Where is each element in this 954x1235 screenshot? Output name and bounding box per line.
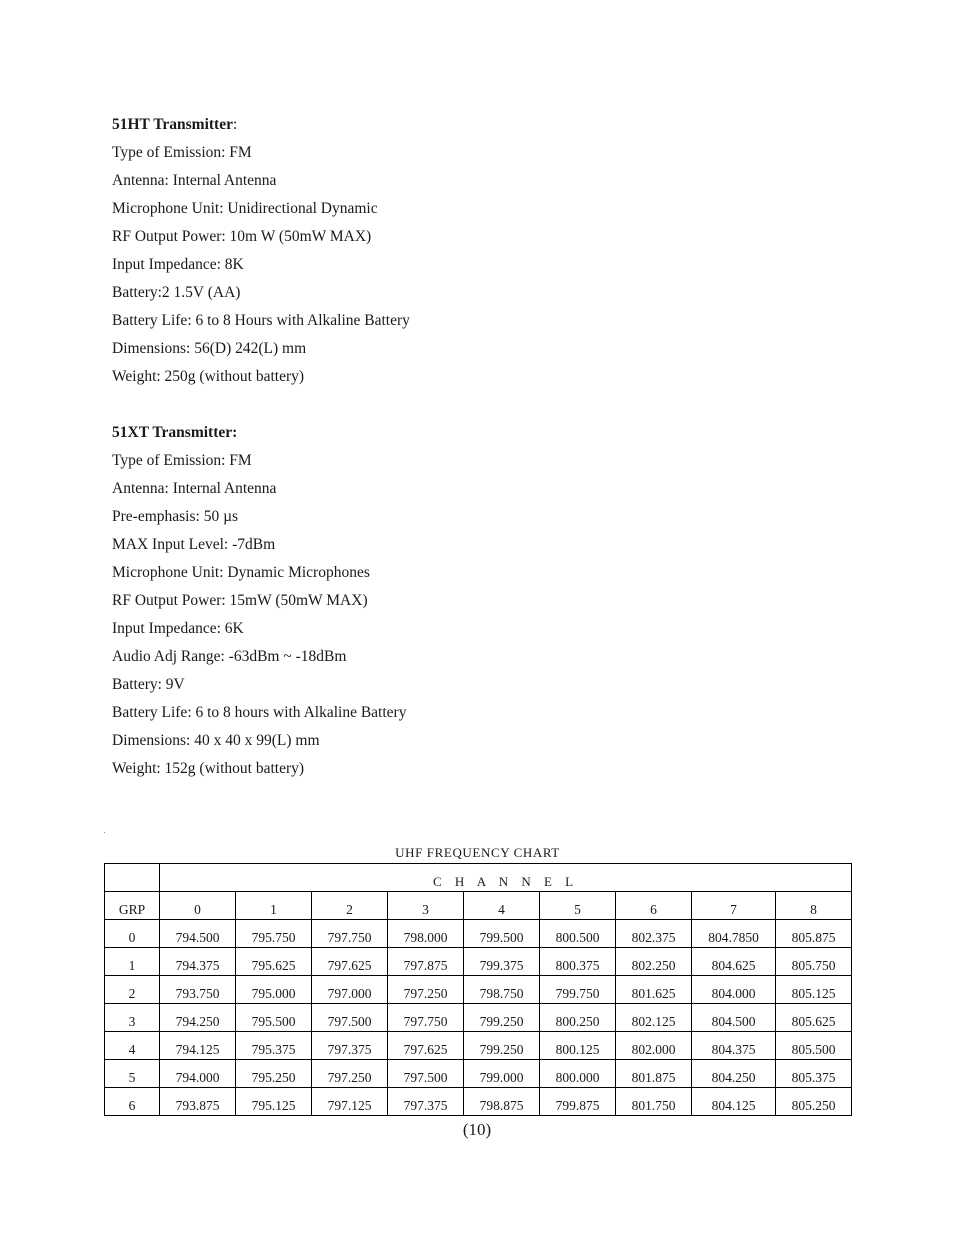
frequency-cell: 799.500 bbox=[464, 920, 540, 948]
frequency-cell: 805.875 bbox=[776, 920, 852, 948]
channel-number-header: 5 bbox=[540, 892, 616, 920]
channel-number-header: 3 bbox=[388, 892, 464, 920]
spec-line: Battery: 9V bbox=[112, 676, 185, 693]
frequency-cell: 797.625 bbox=[388, 1032, 464, 1060]
table-row bbox=[105, 948, 852, 976]
spec-line: Antenna: Internal Antenna bbox=[112, 172, 277, 189]
spec-51ht-section bbox=[112, 111, 712, 391]
frequency-cell: 804.625 bbox=[692, 948, 776, 976]
frequency-cell: 799.375 bbox=[464, 948, 540, 976]
frequency-cell: 805.125 bbox=[776, 976, 852, 1004]
blank-corner-cell bbox=[105, 864, 160, 892]
spec-line: Audio Adj Range: -63dBm ~ -18dBm bbox=[112, 648, 347, 665]
frequency-cell: 805.500 bbox=[776, 1032, 852, 1060]
frequency-cell: 795.375 bbox=[236, 1032, 312, 1060]
spec-line: Weight: 250g (without battery) bbox=[112, 368, 305, 385]
frequency-cell: 798.750 bbox=[464, 976, 540, 1004]
frequency-cell: 797.375 bbox=[388, 1088, 464, 1116]
grp-cell: 0 bbox=[105, 920, 160, 948]
grp-cell: 3 bbox=[105, 1004, 160, 1032]
frequency-cell: 797.000 bbox=[312, 976, 388, 1004]
spec-line: Battery:2 1.5V (AA) bbox=[112, 284, 241, 301]
channel-header-row bbox=[105, 864, 852, 892]
frequency-cell: 797.750 bbox=[388, 1004, 464, 1032]
spec-line: MAX Input Level: -7dBm bbox=[112, 536, 276, 553]
page-number: (10) bbox=[462, 1120, 492, 1139]
table-row bbox=[105, 1004, 852, 1032]
frequency-cell: 800.500 bbox=[540, 920, 616, 948]
frequency-cell: 795.250 bbox=[236, 1060, 312, 1088]
spec-line: Antenna: Internal Antenna bbox=[112, 480, 277, 497]
frequency-cell: 797.750 bbox=[312, 920, 388, 948]
spec-line: Microphone Unit: Dynamic Microphones bbox=[112, 564, 370, 581]
spec-line: Pre-emphasis: 50 µs bbox=[112, 508, 239, 525]
channel-number-header: 0 bbox=[160, 892, 236, 920]
frequency-cell: 800.250 bbox=[540, 1004, 616, 1032]
spec-line: Type of Emission: FM bbox=[112, 144, 252, 161]
frequency-cell: 799.875 bbox=[540, 1088, 616, 1116]
frequency-cell: 795.125 bbox=[236, 1088, 312, 1116]
frequency-cell: 797.500 bbox=[388, 1060, 464, 1088]
frequency-cell: 805.250 bbox=[776, 1088, 852, 1116]
frequency-cell: 802.125 bbox=[616, 1004, 692, 1032]
frequency-cell: 802.250 bbox=[616, 948, 692, 976]
section-title bbox=[112, 111, 712, 139]
frequency-cell: 804.250 bbox=[692, 1060, 776, 1088]
frequency-cell: 797.125 bbox=[312, 1088, 388, 1116]
frequency-cell: 794.000 bbox=[160, 1060, 236, 1088]
stray-mark bbox=[104, 832, 105, 833]
channel-header: C H A N N E L bbox=[160, 864, 852, 892]
table-row bbox=[105, 1060, 852, 1088]
spec-line: Input Impedance: 6K bbox=[112, 620, 244, 637]
frequency-cell: 800.000 bbox=[540, 1060, 616, 1088]
frequency-cell: 799.750 bbox=[540, 976, 616, 1004]
frequency-chart-caption: UHF FREQUENCY CHART bbox=[395, 845, 560, 860]
table-row bbox=[105, 976, 852, 1004]
grp-cell: 4 bbox=[105, 1032, 160, 1060]
frequency-cell: 795.000 bbox=[236, 976, 312, 1004]
frequency-cell: 799.000 bbox=[464, 1060, 540, 1088]
channel-number-header: 1 bbox=[236, 892, 312, 920]
frequency-cell: 794.500 bbox=[160, 920, 236, 948]
frequency-cell: 797.500 bbox=[312, 1004, 388, 1032]
spec-line: Weight: 152g (without battery) bbox=[112, 760, 305, 777]
frequency-cell: 804.000 bbox=[692, 976, 776, 1004]
frequency-cell: 797.375 bbox=[312, 1032, 388, 1060]
channel-number-header: 6 bbox=[616, 892, 692, 920]
frequency-cell: 797.250 bbox=[388, 976, 464, 1004]
section-title: 51XT Transmitter: bbox=[112, 424, 238, 441]
spec-line: Dimensions: 40 x 40 x 99(L) mm bbox=[112, 732, 320, 749]
section-title-text: 51HT Transmitter bbox=[112, 116, 233, 133]
channel-number-header: 2 bbox=[312, 892, 388, 920]
grp-cell: 6 bbox=[105, 1088, 160, 1116]
spec-line: Battery Life: 6 to 8 Hours with Alkaline Battery bbox=[112, 312, 410, 329]
frequency-cell: 804.7850 bbox=[692, 920, 776, 948]
spec-51xt-section bbox=[112, 419, 712, 783]
frequency-cell: 804.125 bbox=[692, 1088, 776, 1116]
frequency-cell: 798.875 bbox=[464, 1088, 540, 1116]
frequency-cell: 793.875 bbox=[160, 1088, 236, 1116]
frequency-cell: 793.750 bbox=[160, 976, 236, 1004]
spec-line: Battery Life: 6 to 8 hours with Alkaline Battery bbox=[112, 704, 407, 721]
frequency-cell: 795.625 bbox=[236, 948, 312, 976]
frequency-cell: 794.125 bbox=[160, 1032, 236, 1060]
frequency-cell: 797.250 bbox=[312, 1060, 388, 1088]
frequency-cell: 798.000 bbox=[388, 920, 464, 948]
frequency-cell: 802.375 bbox=[616, 920, 692, 948]
frequency-cell: 800.375 bbox=[540, 948, 616, 976]
frequency-cell: 799.250 bbox=[464, 1004, 540, 1032]
frequency-cell: 801.875 bbox=[616, 1060, 692, 1088]
frequency-table bbox=[104, 863, 852, 1116]
table-row bbox=[105, 1088, 852, 1116]
frequency-cell: 795.750 bbox=[236, 920, 312, 948]
section-title-colon: : bbox=[232, 116, 238, 133]
spec-line: RF Output Power: 10m W (50mW MAX) bbox=[112, 228, 372, 245]
frequency-cell: 805.750 bbox=[776, 948, 852, 976]
grp-cell: 5 bbox=[105, 1060, 160, 1088]
column-header-row bbox=[105, 892, 852, 920]
table-row bbox=[105, 920, 852, 948]
grp-cell: 1 bbox=[105, 948, 160, 976]
frequency-cell: 800.125 bbox=[540, 1032, 616, 1060]
spec-line: RF Output Power: 15mW (50mW MAX) bbox=[112, 592, 368, 609]
table-row bbox=[105, 1032, 852, 1060]
spec-line: Dimensions: 56(D) 242(L) mm bbox=[112, 340, 307, 357]
spec-line: Input Impedance: 8K bbox=[112, 256, 244, 273]
frequency-cell: 801.750 bbox=[616, 1088, 692, 1116]
frequency-cell: 797.625 bbox=[312, 948, 388, 976]
frequency-cell: 799.250 bbox=[464, 1032, 540, 1060]
spec-line: Microphone Unit: Unidirectional Dynamic bbox=[112, 200, 378, 217]
frequency-cell: 794.375 bbox=[160, 948, 236, 976]
frequency-cell: 805.375 bbox=[776, 1060, 852, 1088]
channel-number-header: 4 bbox=[464, 892, 540, 920]
grp-header: GRP bbox=[105, 892, 160, 920]
frequency-cell: 802.000 bbox=[616, 1032, 692, 1060]
spec-line: Type of Emission: FM bbox=[112, 452, 252, 469]
frequency-cell: 805.625 bbox=[776, 1004, 852, 1032]
frequency-cell: 801.625 bbox=[616, 976, 692, 1004]
grp-cell: 2 bbox=[105, 976, 160, 1004]
frequency-cell: 794.250 bbox=[160, 1004, 236, 1032]
channel-number-header: 7 bbox=[692, 892, 776, 920]
channel-number-header: 8 bbox=[776, 892, 852, 920]
frequency-cell: 797.875 bbox=[388, 948, 464, 976]
frequency-cell: 804.375 bbox=[692, 1032, 776, 1060]
frequency-cell: 795.500 bbox=[236, 1004, 312, 1032]
frequency-cell: 804.500 bbox=[692, 1004, 776, 1032]
